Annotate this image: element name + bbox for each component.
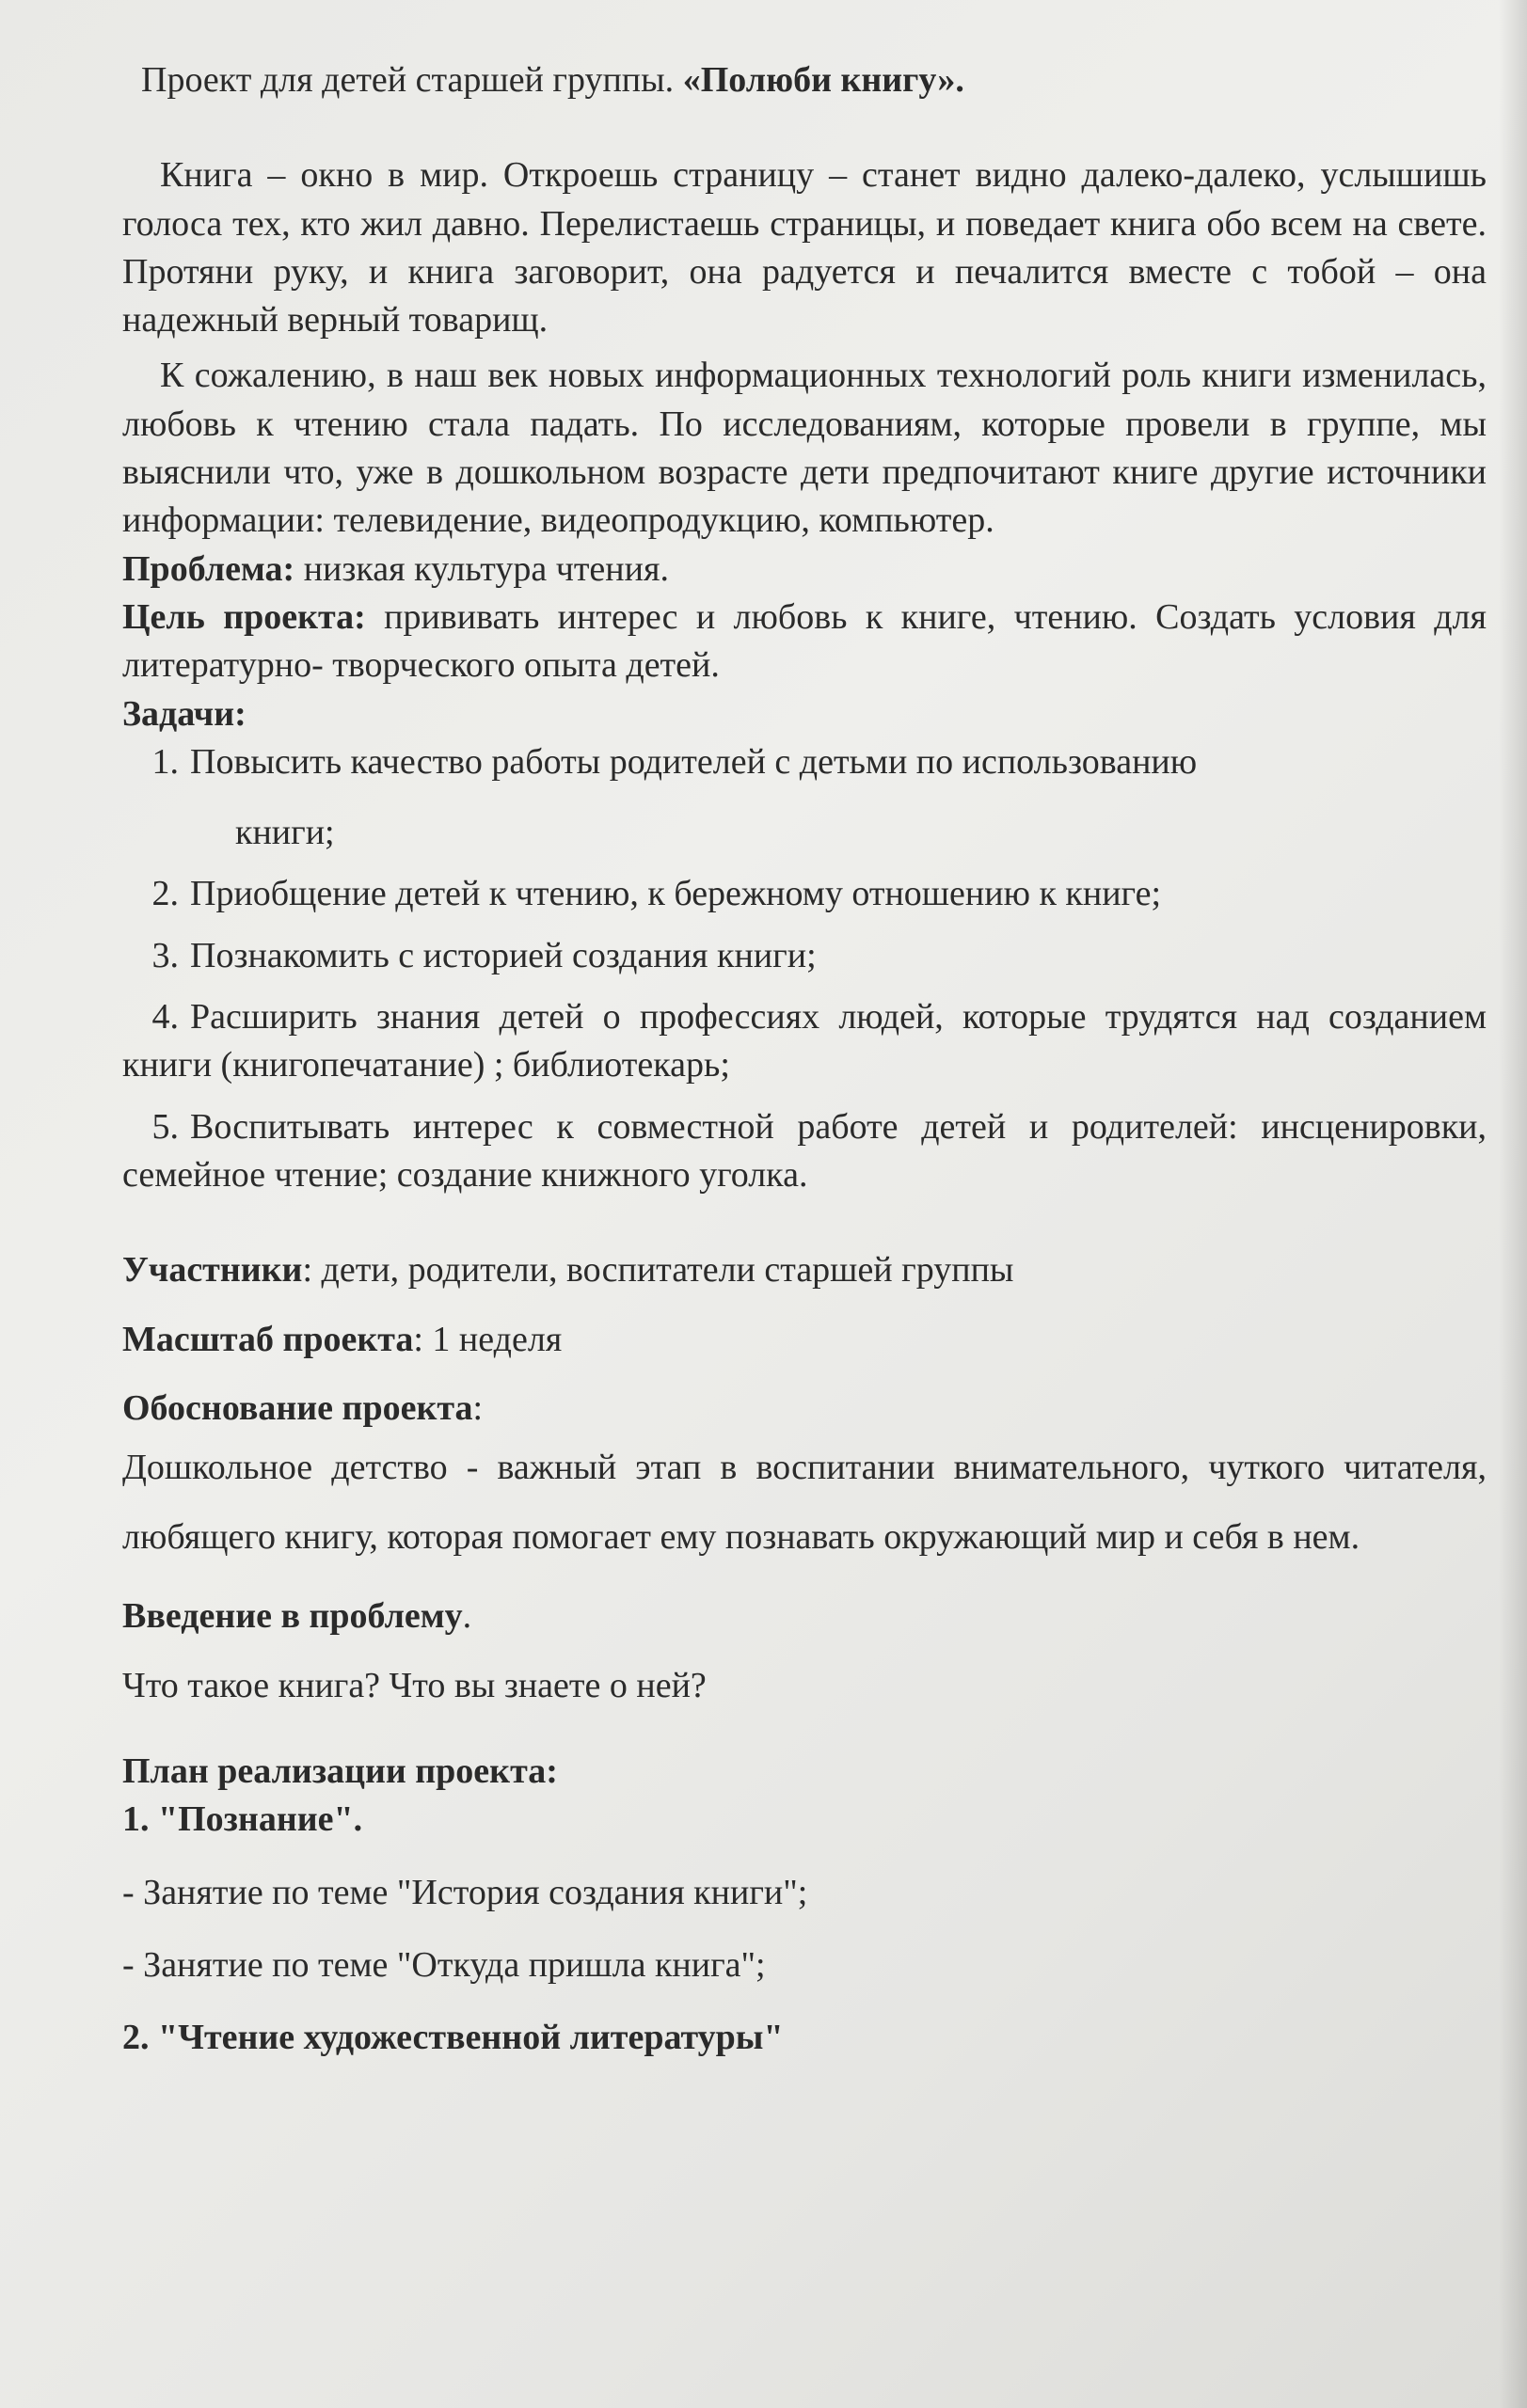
goal-text: прививать интерес и любовь к книге, чтению. Создать условия для литературно- творческого опыта детей. [122, 596, 1487, 686]
scale-label: Масштаб проекта [122, 1319, 414, 1359]
participants-line [122, 1246, 1487, 1294]
plan-section-1 [122, 1796, 1487, 1844]
participants-text: : дети, родители, воспитатели старшей группы [302, 1250, 1014, 1291]
participants-label: Участники [122, 1250, 303, 1291]
plan-item: - Занятие по теме "Откуда пришла книга"; [122, 1944, 766, 1985]
plan-item: - Занятие по теме "История создания книги"; [122, 1872, 808, 1912]
task-text-continued: книги; [235, 813, 335, 853]
task-item [122, 870, 1487, 918]
task-text: Познакомить с историей создания книги; [190, 935, 817, 975]
intro-problem-suffix: . [462, 1596, 472, 1637]
paper-edge-shadow [1499, 0, 1527, 2408]
task-text: Расширить знания детей о профессиях людей, которые трудятся над созданием книги (книгопечатание) ; библиотекарь; [122, 997, 1487, 1085]
plan-label: План реализации проекта: [122, 1751, 558, 1791]
tasks-label: Задачи: [122, 693, 247, 734]
plan-section-2 [122, 2014, 1487, 2062]
rationale-heading [122, 1385, 1487, 1433]
scale-text: : 1 неделя [413, 1319, 563, 1359]
rationale-text: Дошкольное детство - важный этап в воспитании внимательного, чуткого читателя, любящего книгу, которая помогает ему познавать окружающий мир и себя в нем. [122, 1448, 1487, 1558]
task-item [122, 1103, 1487, 1200]
rationale-label: Обоснование проекта [122, 1387, 473, 1428]
task-text: Повысить качество работы родителей с детьми по использованию [190, 741, 1198, 782]
problem-label: Проблема: [122, 548, 295, 589]
intro-paragraph-2: К сожалению, в наш век новых информационных технологий роль книги изменилась, любовь к чтению стала падать. По исследованиям, которые провели в группе, мы выяснили что, уже в дошкольном возрасте дети предпочитают книге другие источники информации: телевидение, видеопродукцию, компьютер. [122, 356, 1487, 541]
intro-problem-question: Что такое книга? Что вы знаете о ней? [122, 1665, 707, 1705]
goal-label: Цель проекта: [122, 596, 366, 637]
plan-section-2-title: 2. "Чтение художественной литературы" [122, 2018, 784, 2058]
plan-heading [122, 1748, 1487, 1796]
document-title [141, 56, 1487, 104]
task-number: 4. [151, 997, 179, 1038]
task-number: 2. [151, 874, 179, 914]
task-number: 1. [151, 741, 179, 782]
intro-paragraph-1: Книга – окно в мир. Откроешь страницу – станет видно далеко-далеко, услышишь голоса тех, кто жил давно. Перелистаешь страницы, и поведает книга обо всем на свете. Протяни руку, и книга заговорит, она радуется и печалится вместе с тобой – она надежный верный товарищ. [122, 155, 1487, 341]
task-number: 3. [151, 935, 179, 975]
intro-problem-heading [122, 1592, 1487, 1640]
tasks-heading [122, 690, 1487, 738]
problem-text: низкая культура чтения. [303, 548, 669, 589]
task-text: Воспитывать интерес к совместной работе детей и родителей: инсценировки, семейное чтение; создание книжного уголка. [122, 1106, 1487, 1195]
goal-line [122, 594, 1487, 690]
title-prefix: Проект для детей старшей группы. [141, 60, 675, 100]
task-item [122, 738, 1487, 858]
tasks-list [122, 738, 1487, 1199]
task-number: 5. [151, 1106, 179, 1147]
task-text: Приобщение детей к чтению, к бережному отношению к книге; [190, 874, 1162, 914]
project-name: «Полюби книгу». [682, 60, 964, 100]
task-item [122, 932, 1487, 980]
task-item [122, 993, 1487, 1090]
plan-section-1-title: 1. "Познание". [122, 1799, 363, 1840]
intro-problem-label: Введение в проблему [122, 1596, 463, 1637]
problem-line [122, 546, 1487, 594]
scale-line [122, 1316, 1487, 1364]
rationale-suffix: : [472, 1387, 484, 1428]
document-page [122, 56, 1487, 2062]
